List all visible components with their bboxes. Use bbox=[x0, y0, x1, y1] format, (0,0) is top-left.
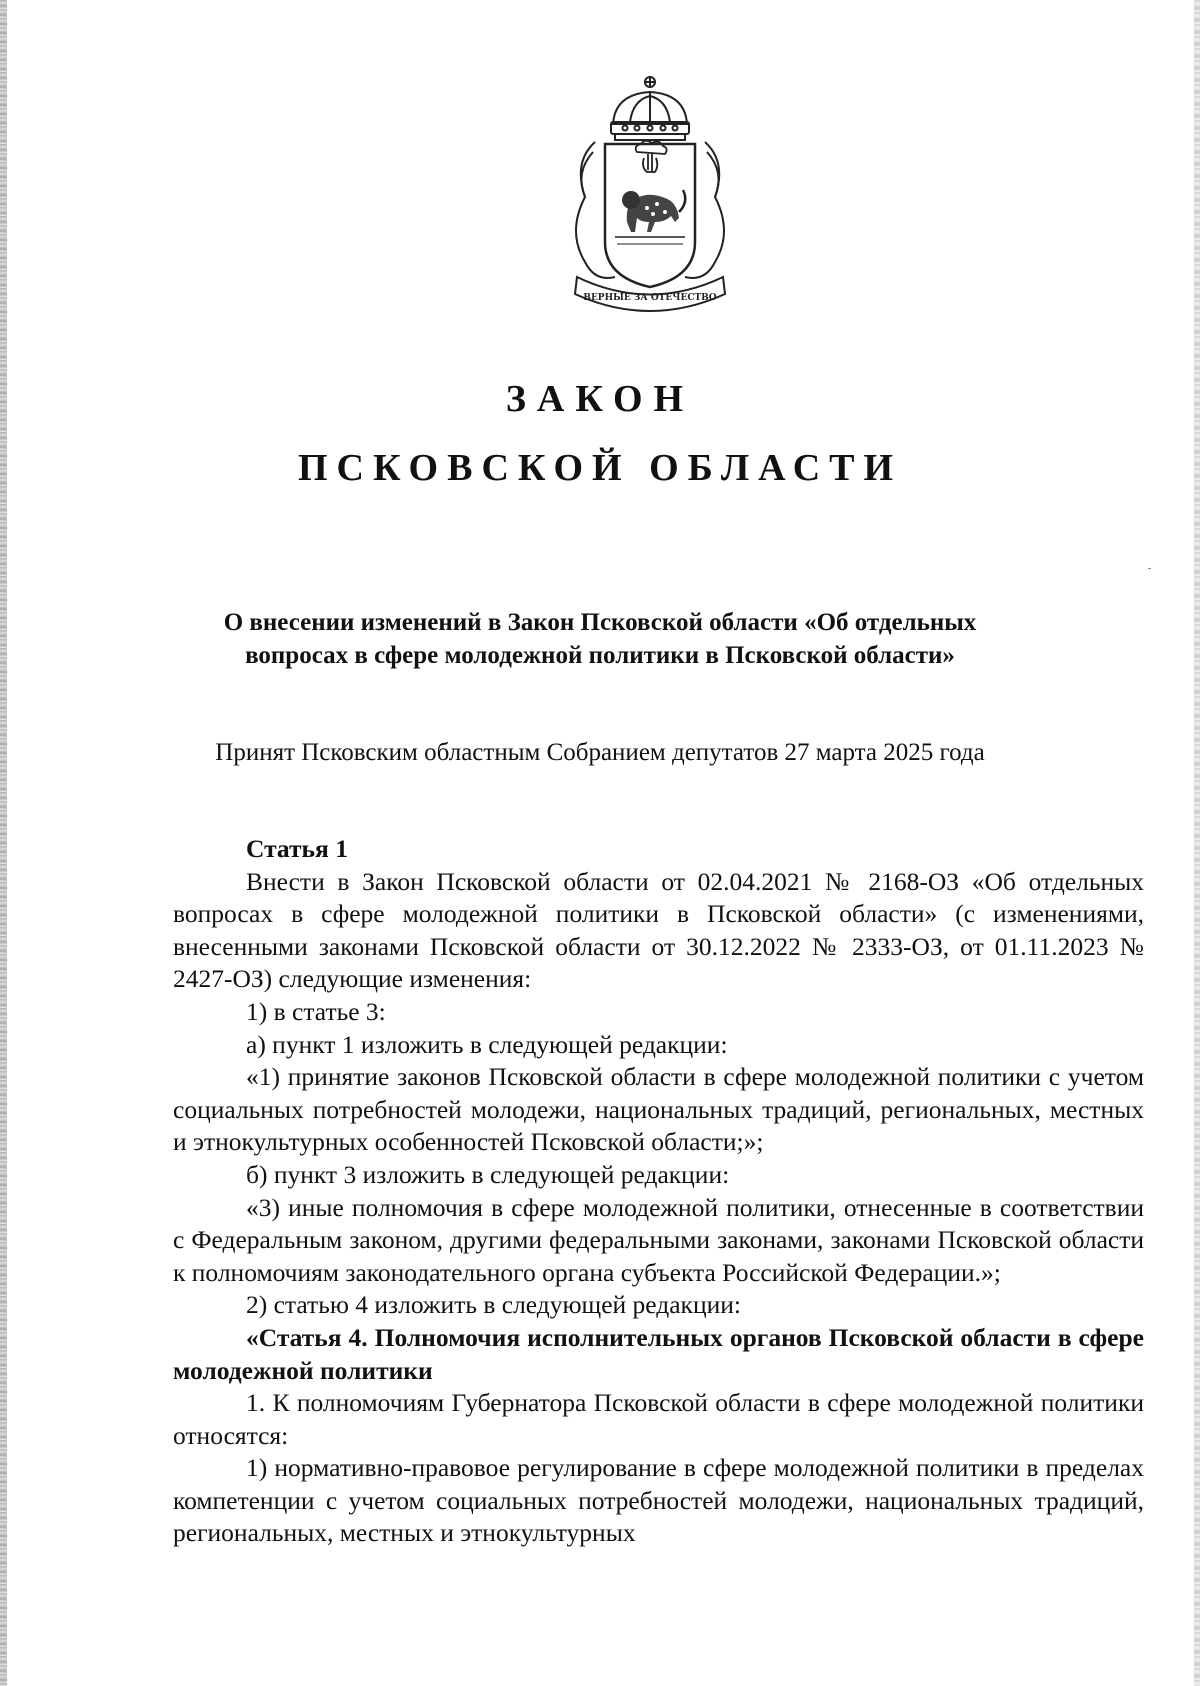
document-subtitle: ПСКОВСКОЙ ОБЛАСТИ bbox=[297, 447, 903, 489]
article-paragraph: «3) иные полномочия в сфере молодежной политики, отнесенные в соответствии с Федеральным законом, другими федеральными законами, законами Псковской области к полномочиям законодательного органа субъекта Российской Федерации.»; bbox=[173, 1192, 1144, 1287]
article-paragraph: Внести в Закон Псковской области от 02.04.2021 № 2168-ОЗ «Об отдельных вопросах в сфере молодежной политики в Псковской области» (с изменениями, внесенными законами Псковской области от 30.12.2022 № 2333-ОЗ, от 01.11.2023 № 2427-ОЗ) следующие изменения: bbox=[173, 866, 1144, 994]
article-paragraph: 2) статью 4 изложить в следующей редакции: bbox=[246, 1290, 741, 1320]
article-body bbox=[173, 833, 1144, 1550]
coat-of-arms-emblem bbox=[555, 72, 745, 322]
law-name: О внесении изменений в Закон Псковской области «Об отдельных вопросах в сфере молодежной политики в Псковской области» bbox=[223, 609, 977, 669]
article-paragraph: а) пункт 1 изложить в следующей редакции: bbox=[246, 1029, 728, 1059]
adoption-statement: Принят Псковским областным Собранием депутатов 27 марта 2025 года bbox=[215, 739, 985, 766]
emblem-motto: ВЕРНЫЕ ЗА ОТЕЧЕСТВО bbox=[583, 293, 717, 303]
article-paragraph: 1) нормативно-правовое регулирование в сфере молодежной политики в пределах компетенции с учетом социальных потребностей молодежи, национальных традиций, региональных, местных и этнокультурных bbox=[173, 1453, 1144, 1548]
scan-speck bbox=[1148, 568, 1151, 569]
scan-edge-right bbox=[1194, 0, 1200, 1686]
scan-edge-left bbox=[0, 0, 7, 1686]
article-paragraph: б) пункт 3 изложить в следующей редакции: bbox=[246, 1159, 730, 1189]
article-heading: Статья 1 bbox=[246, 834, 348, 863]
document-title: ЗАКОН bbox=[505, 378, 695, 420]
article-paragraph: 1. К полномочиям Губернатора Псковской области в сфере молодежной политики относятся: bbox=[173, 1388, 1144, 1450]
article-paragraph: «1) принятие законов Псковской области в сфере молодежной политики с учетом социальных потребностей молодежи, национальных традиций, региональных, местных и этнокультурных особенностей Псковской области;»; bbox=[173, 1062, 1144, 1157]
article-paragraph: 1) в статье 3: bbox=[246, 996, 386, 1026]
article-subheading: «Статья 4. Полномочия исполнительных органов Псковской области в сфере молодежной политики bbox=[173, 1322, 1144, 1385]
